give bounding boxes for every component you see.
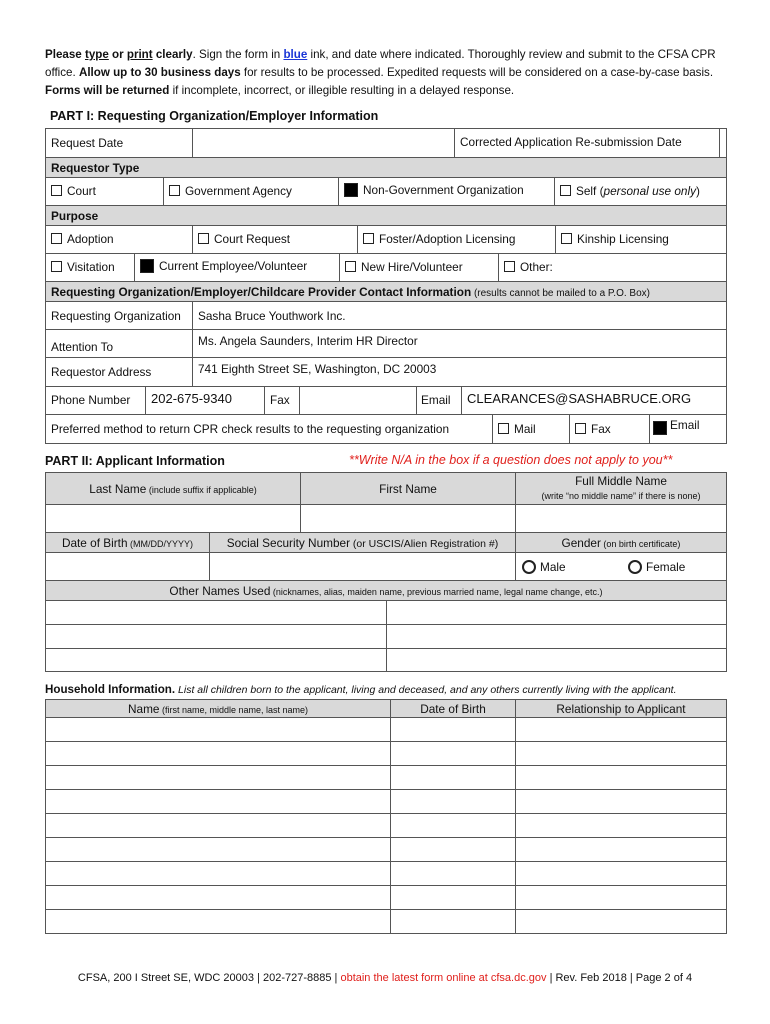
purpose-visitation-label: Visitation — [67, 260, 115, 274]
household-name-field[interactable] — [46, 718, 391, 742]
household-name-field[interactable] — [46, 766, 391, 790]
footer-address: CFSA, 200 I Street SE, WDC 20003 | 202-727-8885 | — [77, 972, 341, 984]
requestor-government-label: Government Agency — [185, 184, 292, 198]
household-dob-field[interactable] — [391, 886, 516, 910]
method-mail[interactable] — [493, 415, 570, 443]
instr-or: or — [108, 48, 127, 61]
requestor-self[interactable] — [555, 178, 726, 205]
household-name-field[interactable] — [46, 838, 391, 862]
fax-field[interactable] — [300, 387, 417, 414]
purpose-row-2 — [46, 254, 727, 282]
corrected-date-field[interactable] — [720, 129, 726, 157]
household-dob-field[interactable] — [391, 814, 516, 838]
household-dob-field[interactable] — [391, 742, 516, 766]
household-dob-field[interactable] — [391, 862, 516, 886]
instr-returned: Forms will be returned — [45, 84, 170, 97]
purpose-current-employee-label: Current Employee/Volunteer — [159, 259, 308, 273]
checkbox-checked-icon[interactable] — [344, 183, 358, 197]
purpose-foster[interactable] — [358, 226, 556, 253]
request-date-label: Request Date — [46, 129, 193, 158]
requestor-ngo-label: Non-Government Organization — [363, 183, 524, 197]
corrected-date-cell — [455, 129, 727, 158]
household-name-field[interactable] — [46, 742, 391, 766]
last-name-label: Last Name — [89, 481, 147, 496]
instr-text-3: for results to be processed. Expedited requests will be considered on a case-by-case basis. — [240, 66, 714, 79]
instr-please: Please — [45, 48, 85, 61]
other-name-field[interactable] — [46, 601, 387, 625]
part2-title: PART II: Applicant Information — [45, 454, 225, 468]
household-relationship-field[interactable] — [516, 838, 727, 862]
other-name-field[interactable] — [387, 601, 727, 625]
household-relationship-field[interactable] — [516, 718, 727, 742]
purpose-visitation[interactable] — [46, 254, 135, 281]
instr-allow: Allow up to 30 business days — [78, 66, 241, 79]
last-name-note: (include suffix if applicable) — [146, 484, 257, 495]
email-label: Email — [417, 387, 462, 414]
purpose-current-employee[interactable] — [135, 254, 340, 281]
requestor-court[interactable] — [46, 178, 164, 205]
instr-blue: blue — [283, 48, 308, 61]
gender-male-label: Male — [540, 559, 566, 574]
other-name-field[interactable] — [46, 649, 387, 672]
corrected-date-label: Corrected Application Re-submission Date — [455, 129, 720, 157]
purpose-other[interactable] — [499, 254, 726, 281]
gender-label: Gender — [561, 535, 601, 550]
household-dob-field[interactable] — [391, 766, 516, 790]
contact-header-note: (results cannot be mailed to a P.O. Box) — [471, 287, 650, 299]
part2-na-note: **Write N/A in the box if a question does not apply to you** — [349, 453, 673, 467]
ssn-field[interactable] — [210, 553, 516, 581]
last-name-header — [46, 473, 301, 505]
checkbox-icon[interactable] — [169, 185, 180, 196]
purpose-row-1 — [46, 226, 727, 254]
requestor-self-label: Self ( — [576, 184, 604, 198]
instr-type: type — [84, 48, 109, 61]
ssn-header — [210, 533, 516, 553]
method-fax[interactable] — [570, 415, 650, 443]
requestor-self-tail: ) — [696, 184, 700, 198]
checkbox-icon[interactable] — [51, 261, 62, 272]
checkbox-icon[interactable] — [575, 423, 586, 434]
household-dob-field[interactable] — [391, 910, 516, 934]
part1-table — [45, 128, 727, 444]
dob-header — [46, 533, 210, 553]
middle-name-note: (write “no middle name” if there is none) — [541, 490, 701, 501]
gender-female[interactable] — [626, 560, 726, 574]
household-relationship-header: Relationship to Applicant — [516, 700, 727, 718]
first-name-field[interactable] — [301, 505, 516, 533]
checkbox-icon[interactable] — [498, 423, 509, 434]
purpose-new-hire[interactable] — [340, 254, 499, 281]
email-field[interactable]: CLEARANCES@SASHABRUCE.ORG — [467, 391, 692, 406]
other-name-field[interactable] — [387, 649, 727, 672]
dob-label: Date of Birth — [61, 535, 128, 550]
contact-header-title: Requesting Organization/Employer/Childcare Provider Contact Information — [51, 284, 472, 299]
request-date-field[interactable] — [193, 129, 455, 158]
checkbox-icon[interactable] — [51, 185, 62, 196]
other-names-header — [46, 581, 727, 601]
page-footer — [0, 972, 770, 984]
household-name-label: Name — [127, 701, 160, 716]
method-email[interactable] — [650, 415, 726, 443]
purpose-court-request[interactable] — [193, 226, 358, 253]
household-relationship-field[interactable] — [516, 814, 727, 838]
gender-male[interactable] — [516, 560, 626, 574]
checkbox-icon[interactable] — [561, 233, 572, 244]
requestor-self-italic: personal use only — [603, 184, 697, 198]
purpose-kinship-label: Kinship Licensing — [577, 232, 669, 246]
purpose-foster-label: Foster/Adoption Licensing — [379, 232, 516, 246]
method-fax-label: Fax — [591, 422, 611, 436]
purpose-court-request-label: Court Request — [214, 232, 291, 246]
household-dob-field[interactable] — [391, 838, 516, 862]
household-relationship-field[interactable] — [516, 790, 727, 814]
part1-title: PART I: Requesting Organization/Employer Information — [50, 109, 379, 123]
household-name-header — [46, 700, 391, 718]
gender-header — [516, 533, 727, 553]
checkbox-icon[interactable] — [504, 261, 515, 272]
attention-field[interactable]: Ms. Angela Saunders, Interim HR Director — [193, 330, 727, 358]
instructions-paragraph — [45, 46, 728, 100]
method-mail-label: Mail — [514, 422, 536, 436]
checkbox-icon[interactable] — [345, 261, 356, 272]
instr-print: print — [126, 48, 153, 61]
other-name-field[interactable] — [387, 625, 727, 649]
checkbox-icon[interactable] — [198, 233, 209, 244]
household-title-label: Household Information. — [45, 683, 176, 696]
org-label: Requesting Organization — [46, 302, 193, 330]
household-dob-header: Date of Birth — [391, 700, 516, 718]
applicant-id-table — [45, 532, 727, 601]
household-relationship-field[interactable] — [516, 862, 727, 886]
household-relationship-field[interactable] — [516, 766, 727, 790]
purpose-adoption-label: Adoption — [67, 232, 114, 246]
applicant-name-table — [45, 472, 727, 533]
household-name-field[interactable] — [46, 790, 391, 814]
instr-text-1: . Sign the form in — [192, 48, 284, 61]
dob-field[interactable] — [46, 553, 210, 581]
method-email-label: Email — [670, 418, 700, 432]
other-name-field[interactable] — [46, 625, 387, 649]
household-table — [45, 699, 727, 934]
middle-name-label: Full Middle Name — [575, 473, 667, 488]
household-name-note: (first name, middle name, last name) — [159, 704, 309, 715]
ssn-label: Social Security Number — [226, 535, 351, 550]
household-relationship-field[interactable] — [516, 742, 727, 766]
household-relationship-field[interactable] — [516, 886, 727, 910]
last-name-field[interactable] — [46, 505, 301, 533]
middle-name-field[interactable] — [516, 505, 727, 533]
footer-link[interactable]: obtain the latest form online at cfsa.dc.gov — [340, 972, 547, 984]
instr-clearly: clearly — [152, 48, 193, 61]
gender-note: (on birth certificate) — [600, 538, 681, 549]
requestor-type-header: Requestor Type — [46, 158, 727, 178]
instr-text-2: ink, and date where indicated. Thoroughly review and submit to the CFSA CPR office. — [45, 48, 716, 79]
gender-options — [516, 553, 727, 581]
purpose-other-label: Other: — [520, 260, 553, 274]
purpose-new-hire-label: New Hire/Volunteer — [361, 260, 463, 274]
requestor-ngo[interactable] — [339, 178, 555, 205]
requestor-type-row — [46, 178, 727, 206]
other-names-label: Other Names Used — [169, 583, 271, 598]
checkbox-icon[interactable] — [560, 185, 571, 196]
attention-label: Attention To — [46, 330, 193, 358]
preferred-method-label: Preferred method to return CPR check results to the requesting organization — [46, 415, 493, 443]
purpose-header: Purpose — [46, 206, 727, 226]
household-relationship-field[interactable] — [516, 910, 727, 934]
preferred-method-row — [46, 415, 727, 444]
phone-field[interactable]: 202-675-9340 — [146, 387, 265, 414]
household-name-field[interactable] — [46, 886, 391, 910]
household-dob-field[interactable] — [391, 790, 516, 814]
ssn-note: (or USCIS/Alien Registration #) — [350, 537, 499, 550]
requestor-government[interactable] — [164, 178, 339, 205]
checkbox-checked-icon[interactable] — [140, 259, 154, 273]
fax-label: Fax — [265, 387, 300, 414]
purpose-kinship[interactable] — [556, 226, 726, 253]
dob-note: (MM/DD/YYYY) — [127, 538, 194, 549]
phone-row — [46, 387, 727, 415]
middle-name-header — [516, 473, 727, 505]
radio-icon[interactable] — [628, 560, 642, 574]
address-field[interactable]: 741 Eighth Street SE, Washington, DC 20003 — [193, 358, 727, 387]
first-name-header: First Name — [301, 473, 516, 505]
checkbox-icon[interactable] — [363, 233, 374, 244]
instr-text-4: if incomplete, incorrect, or illegible resulting in a delayed response. — [169, 84, 515, 97]
household-name-field[interactable] — [46, 910, 391, 934]
checkbox-icon[interactable] — [51, 233, 62, 244]
address-label: Requestor Address — [46, 358, 193, 387]
other-names-note: (nicknames, alias, maiden name, previous married name, legal name change, etc.) — [270, 586, 603, 597]
footer-revision: | Rev. Feb 2018 | Page 2 of 4 — [546, 972, 693, 984]
radio-icon[interactable] — [522, 560, 536, 574]
org-field[interactable]: Sasha Bruce Youthwork Inc. — [193, 302, 727, 330]
household-name-field[interactable] — [46, 862, 391, 886]
requestor-court-label: Court — [67, 184, 96, 198]
gender-female-label: Female — [646, 559, 686, 574]
contact-header — [46, 282, 727, 302]
purpose-adoption[interactable] — [46, 226, 193, 253]
other-names-table — [45, 600, 727, 672]
phone-label: Phone Number — [46, 387, 146, 414]
checkbox-checked-icon[interactable] — [653, 421, 667, 435]
household-name-field[interactable] — [46, 814, 391, 838]
household-instruction: List all children born to the applicant, living and deceased, and any others currently living with the applicant. — [175, 684, 677, 696]
household-title — [45, 683, 677, 696]
household-dob-field[interactable] — [391, 718, 516, 742]
